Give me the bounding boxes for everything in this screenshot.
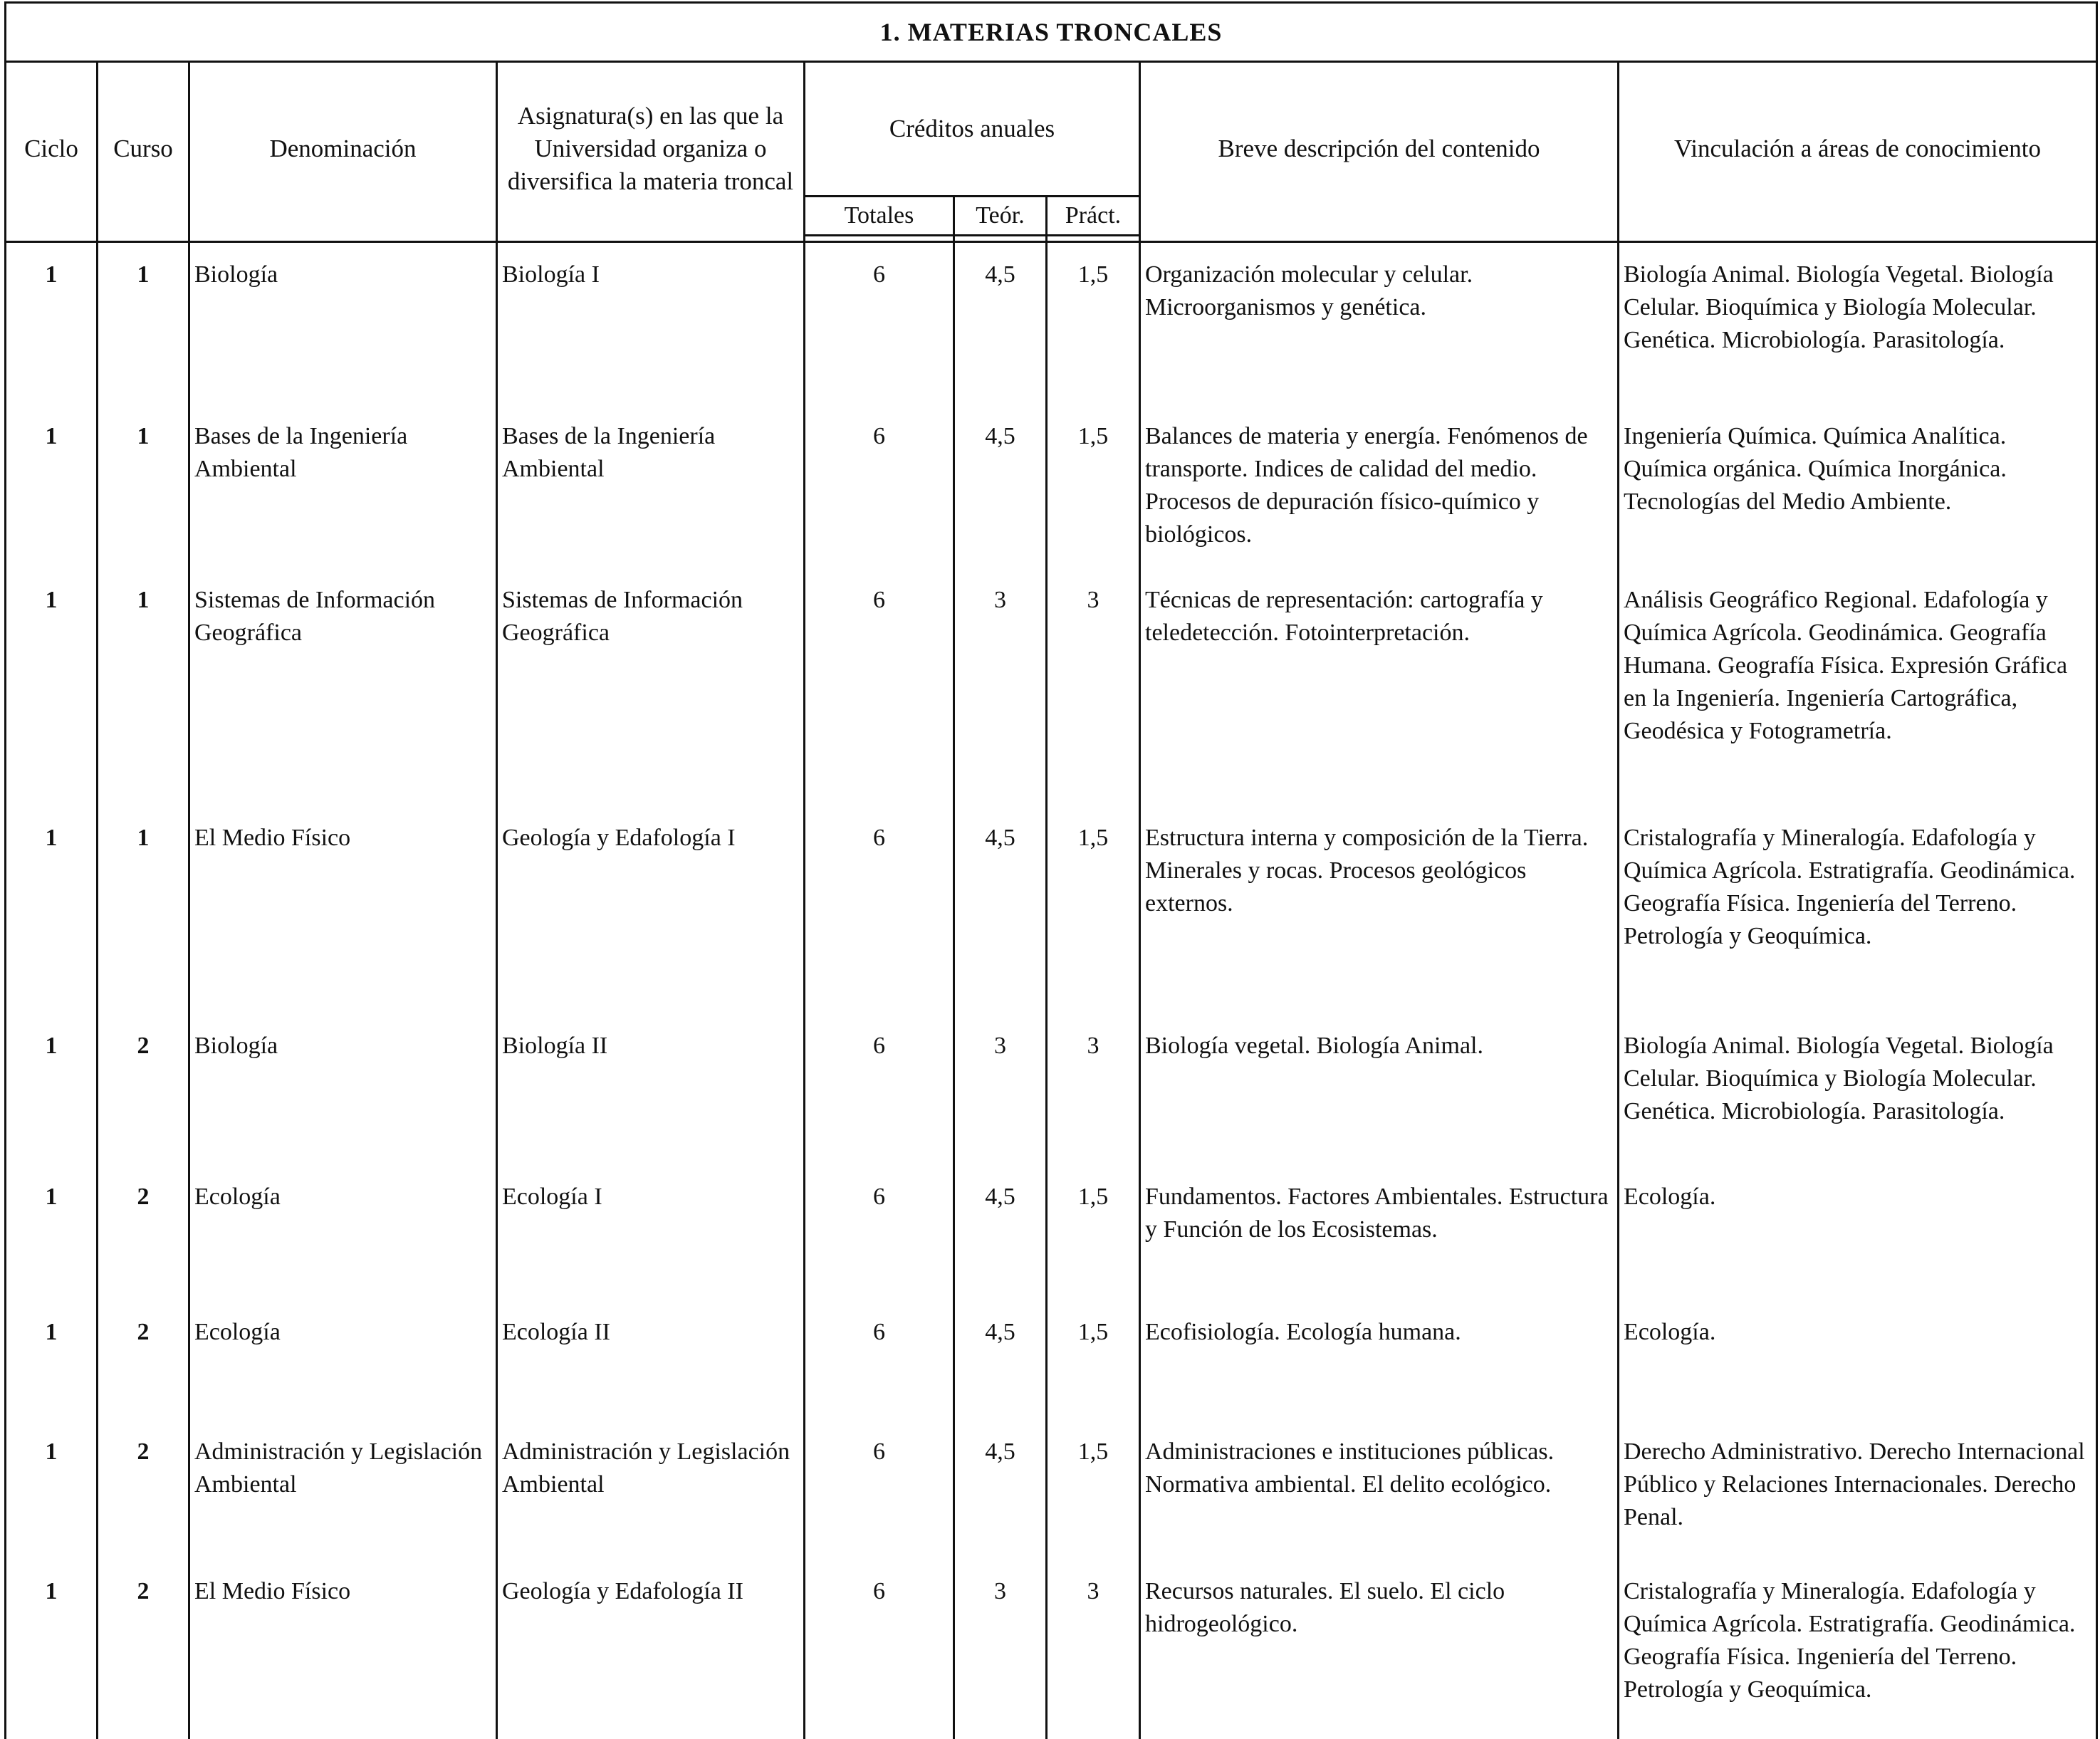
table-row — [6, 1300, 2097, 1420]
header-curso: Curso — [98, 62, 189, 236]
cell-teor: 4,5 — [954, 242, 1047, 405]
cell-totales: 6 — [805, 404, 954, 568]
cell-pract: 3 — [1047, 1014, 1140, 1165]
cell-totales: 6 — [805, 242, 954, 405]
cell-pract: 1,5 — [1047, 806, 1140, 1014]
cell-curso: 2 — [98, 1560, 189, 1739]
table-row — [6, 1560, 2097, 1739]
cell-curso: 1 — [98, 568, 189, 806]
cell-pract: 1,5 — [1047, 1420, 1140, 1560]
cell-denominacion: Ecología — [189, 1165, 497, 1300]
cell-teor: 3 — [954, 1014, 1047, 1165]
cell-denominacion: El Medio Físico — [189, 806, 497, 1014]
cell-asignatura: Geología y Edafología I — [497, 806, 805, 1014]
cell-denominacion: Sistemas de Información Geográfica — [189, 568, 497, 806]
cell-curso: 2 — [98, 1014, 189, 1165]
cell-totales: 6 — [805, 1014, 954, 1165]
cell-vinculacion: Ecología. — [1619, 1300, 2097, 1420]
header-descripcion: Breve descripción del contenido — [1140, 62, 1619, 236]
cell-curso: 2 — [98, 1165, 189, 1300]
cell-descripcion: Fundamentos. Factores Ambientales. Estructura y Función de los Ecosistemas. — [1140, 1165, 1619, 1300]
cell-vinculacion: Cristalografía y Mineralogía. Edafología y Química Agrícola. Estratigrafía. Geodinámica. Geografía Física. Ingeniería del Terreno. Petrología y Geoquímica. — [1619, 806, 2097, 1014]
cell-asignatura: Bases de la Ingeniería Ambiental — [497, 404, 805, 568]
cell-totales: 6 — [805, 1165, 954, 1300]
materias-troncales-table — [4, 1, 2098, 1739]
cell-curso: 1 — [98, 404, 189, 568]
cell-ciclo: 1 — [6, 1300, 98, 1420]
cell-vinculacion: Derecho Administrativo. Derecho Internacional Público y Relaciones Internacionales. Derecho Penal. — [1619, 1420, 2097, 1560]
header-pract: Práct. — [1047, 197, 1140, 236]
cell-totales: 6 — [805, 568, 954, 806]
cell-denominacion: Biología — [189, 242, 497, 405]
cell-vinculacion: Biología Animal. Biología Vegetal. Biología Celular. Bioquímica y Biología Molecular. Genética. Microbiología. Parasitología. — [1619, 242, 2097, 405]
cell-descripcion: Administraciones e instituciones públicas. Normativa ambiental. El delito ecológico. — [1140, 1420, 1619, 1560]
cell-asignatura: Ecología II — [497, 1300, 805, 1420]
cell-teor: 4,5 — [954, 1165, 1047, 1300]
cell-curso: 1 — [98, 242, 189, 405]
cell-ciclo: 1 — [6, 404, 98, 568]
cell-ciclo: 1 — [6, 1165, 98, 1300]
cell-ciclo: 1 — [6, 1560, 98, 1739]
cell-pract: 3 — [1047, 1560, 1140, 1739]
header-separator — [6, 236, 2097, 242]
table-row — [6, 242, 2097, 405]
cell-curso: 2 — [98, 1300, 189, 1420]
cell-descripcion: Balances de materia y energía. Fenómenos de transporte. Indices de calidad del medio. Procesos de depuración físico-químico y biológicos. — [1140, 404, 1619, 568]
table-row — [6, 806, 2097, 1014]
cell-vinculacion: Ingeniería Química. Química Analítica. Química orgánica. Química Inorgánica. Tecnologías del Medio Ambiente. — [1619, 404, 2097, 568]
cell-pract: 1,5 — [1047, 404, 1140, 568]
table-row — [6, 404, 2097, 568]
cell-asignatura: Biología II — [497, 1014, 805, 1165]
table-row — [6, 1420, 2097, 1560]
cell-descripcion: Organización molecular y celular. Microorganismos y genética. — [1140, 242, 1619, 405]
cell-denominacion: Biología — [189, 1014, 497, 1165]
header-ciclo: Ciclo — [6, 62, 98, 236]
header-totales: Totales — [805, 197, 954, 236]
table-row — [6, 568, 2097, 806]
cell-descripcion: Biología vegetal. Biología Animal. — [1140, 1014, 1619, 1165]
cell-pract: 1,5 — [1047, 1165, 1140, 1300]
cell-asignatura: Ecología I — [497, 1165, 805, 1300]
cell-ciclo: 1 — [6, 242, 98, 405]
cell-vinculacion: Biología Animal. Biología Vegetal. Biología Celular. Bioquímica y Biología Molecular. Genética. Microbiología. Parasitología. — [1619, 1014, 2097, 1165]
cell-curso: 2 — [98, 1420, 189, 1560]
cell-teor: 3 — [954, 1560, 1047, 1739]
cell-ciclo: 1 — [6, 1014, 98, 1165]
cell-totales: 6 — [805, 1300, 954, 1420]
cell-descripcion: Recursos naturales. El suelo. El ciclo hidrogeológico. — [1140, 1560, 1619, 1739]
cell-totales: 6 — [805, 1560, 954, 1739]
cell-pract: 3 — [1047, 568, 1140, 806]
header-creditos-anuales: Créditos anuales — [805, 62, 1140, 197]
cell-teor: 4,5 — [954, 1420, 1047, 1560]
header-denominacion: Denominación — [189, 62, 497, 236]
cell-vinculacion: Ecología. — [1619, 1165, 2097, 1300]
cell-ciclo: 1 — [6, 1420, 98, 1560]
cell-teor: 3 — [954, 568, 1047, 806]
cell-asignatura: Biología I — [497, 242, 805, 405]
cell-vinculacion: Análisis Geográfico Regional. Edafología y Química Agrícola. Geodinámica. Geografía Humana. Geografía Física. Expresión Gráfica en la Ingeniería. Ingeniería Cartográfica, Geodésica y Fotogrametría. — [1619, 568, 2097, 806]
cell-curso: 1 — [98, 806, 189, 1014]
cell-denominacion: Administración y Legislación Ambiental — [189, 1420, 497, 1560]
cell-ciclo: 1 — [6, 806, 98, 1014]
table-title: 1. MATERIAS TRONCALES — [6, 3, 2097, 62]
cell-descripcion: Ecofisiología. Ecología humana. — [1140, 1300, 1619, 1420]
cell-asignatura: Geología y Edafología II — [497, 1560, 805, 1739]
cell-ciclo: 1 — [6, 568, 98, 806]
cell-vinculacion: Cristalografía y Mineralogía. Edafología y Química Agrícola. Estratigrafía. Geodinámica. Geografía Física. Ingeniería del Terreno. Petrología y Geoquímica. — [1619, 1560, 2097, 1739]
cell-pract: 1,5 — [1047, 1300, 1140, 1420]
cell-denominacion: Ecología — [189, 1300, 497, 1420]
cell-pract: 1,5 — [1047, 242, 1140, 405]
header-teor: Teór. — [954, 197, 1047, 236]
cell-totales: 6 — [805, 1420, 954, 1560]
cell-denominacion: El Medio Físico — [189, 1560, 497, 1739]
table-row — [6, 1014, 2097, 1165]
cell-teor: 4,5 — [954, 1300, 1047, 1420]
cell-totales: 6 — [805, 806, 954, 1014]
cell-asignatura: Administración y Legislación Ambiental — [497, 1420, 805, 1560]
cell-teor: 4,5 — [954, 806, 1047, 1014]
table-row — [6, 1165, 2097, 1300]
cell-asignatura: Sistemas de Información Geográfica — [497, 568, 805, 806]
header-vinculacion: Vinculación a áreas de conocimiento — [1619, 62, 2097, 236]
cell-denominacion: Bases de la Ingeniería Ambiental — [189, 404, 497, 568]
header-asignatura: Asignatura(s) en las que la Universidad organiza o diversifica la materia troncal — [497, 62, 805, 236]
cell-teor: 4,5 — [954, 404, 1047, 568]
cell-descripcion: Estructura interna y composición de la Tierra. Minerales y rocas. Procesos geológicos externos. — [1140, 806, 1619, 1014]
cell-descripcion: Técnicas de representación: cartografía y teledetección. Fotointerpretación. — [1140, 568, 1619, 806]
